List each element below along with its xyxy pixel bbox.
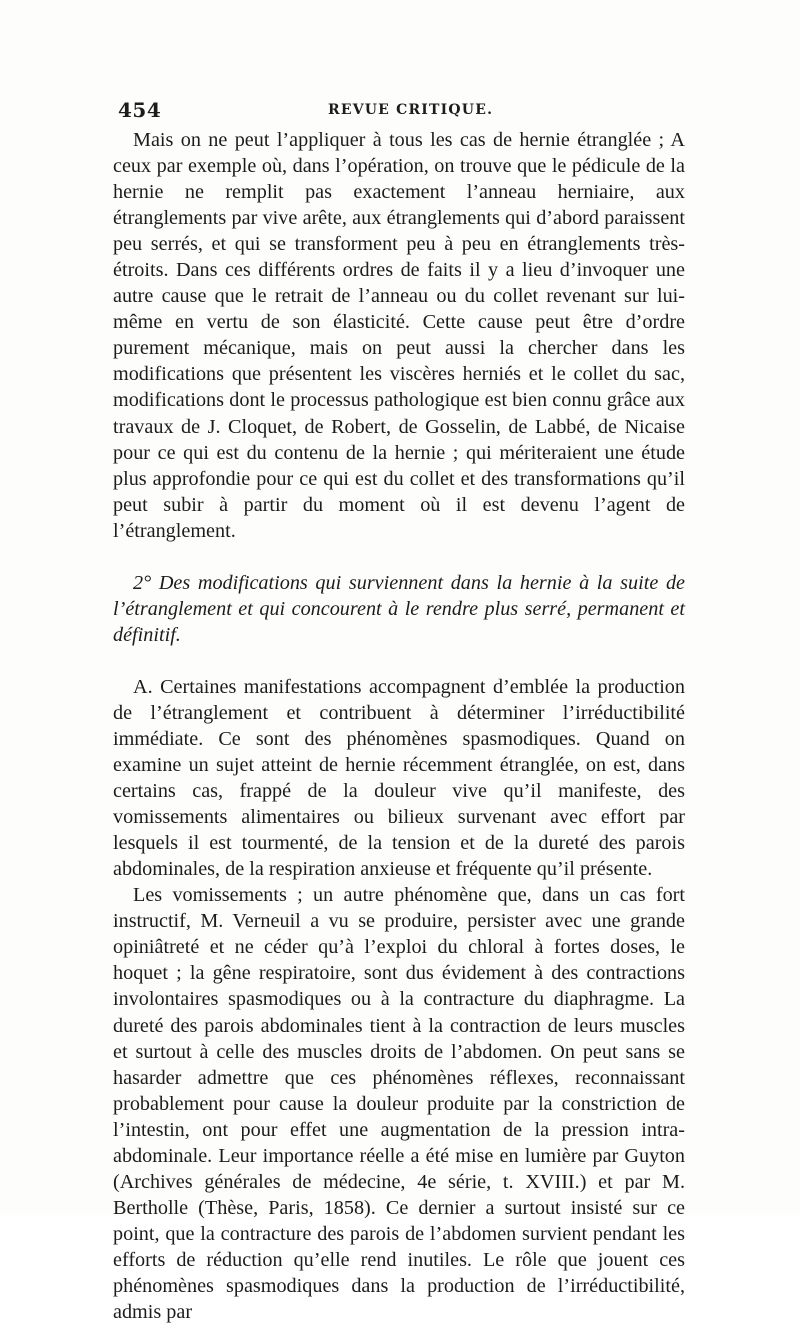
paragraph-spasmodic-phenomena: A. Certaines manifestations accompagnent d’emblée la production de l’étranglement et contribuent à déterminer l’irréductibilité immédiate. Ce sont des phénomènes spasmodiques. Quand on examine un sujet atteint de hernie récemment étranglée, on est, dans certains cas, frappé de la douleur vive qu’il manifeste, des vomissements alimentaires ou bilieux survenant avec effort par lesquels il est tourmenté, de la tension et de la dureté des parois abdominales, de la respiration anxieuse et fréquente qu’il présente.: [113, 675, 685, 881]
paragraph-elasticity: Mais on ne peut l’appliquer à tous les cas de hernie étranglée ; A ceux par exemple où, dans l’opération, on trouve que le pédicule de la hernie ne remplit pas exactement l’anneau herniaire, aux étranglements par vive arête, aux étranglements qui d’abord paraissent peu serrés, et qui se transforment peu à peu en étranglements très-étroits. Dans ces différents ordres de faits il y a lieu d’invoquer une autre cause que le retrait de l’anneau ou du collet revenant sur lui-même en vertu de son élasticité. Cette cause peut être d’ordre purement mécanique, mais on peut aussi la chercher dans les modifications que présentent les viscères herniés et le collet du sac, modifications dont le processus pathologique est bien connu grâce aux travaux de J. Cloquet, de Robert, de Gosselin, de Labbé, de Nicaise pour ce qui est du contenu de la hernie ; qui mériteraient une étude plus approfondie pour ce qui est du collet et des transformations qu’il peut subir à partir du moment où il est devenu l’agent de l’étranglement.: [113, 129, 685, 542]
body-text: [113, 127, 685, 1325]
page-number: 454: [118, 98, 162, 122]
paragraph-vomiting: Les vomissements ; un autre phénomène que, dans un cas fort instructif, M. Verneuil a vu se produire, persister avec une grande opiniâtreté et ne céder qu’à l’exploi du chloral à fortes doses, le hoquet ; la gêne respiratoire, sont dus évidement à des contractions involontaires spasmodiques ou à la contracture du diaphragme. La dureté des parois abdominales tient à la contraction de leurs muscles et surtout à celle des muscles droits de l’abdomen. On peut sans se hasarder admettre que ces phénomènes réflexes, reconnaissant probablement pour cause la douleur produite par la constriction de l’intestin, ont pour effet une augmentation de la pression intra-abdominale. Leur importance réelle a été mise en lumière par Guyton (Archives générales de médecine, 4e série, t. XVIII.) et par M. Bertholle (Thèse, Paris, 1858). Ce dernier a surtout insisté sur ce point, que la contracture des parois de l’abdomen survient pendant les efforts de réduction qu’elle rend inutiles. Le rôle que jouent ces phénomènes spasmodiques dans la production de l’irréductibilité, admis par: [113, 884, 685, 1324]
running-title: REVUE CRITIQUE.: [328, 102, 494, 118]
page-header: [118, 98, 684, 122]
section-heading-modifications: 2° Des modifications qui surviennent dans la hernie à la suite de l’étranglement et qui concourent à le rendre plus serré, permanent et définitif.: [113, 571, 685, 646]
